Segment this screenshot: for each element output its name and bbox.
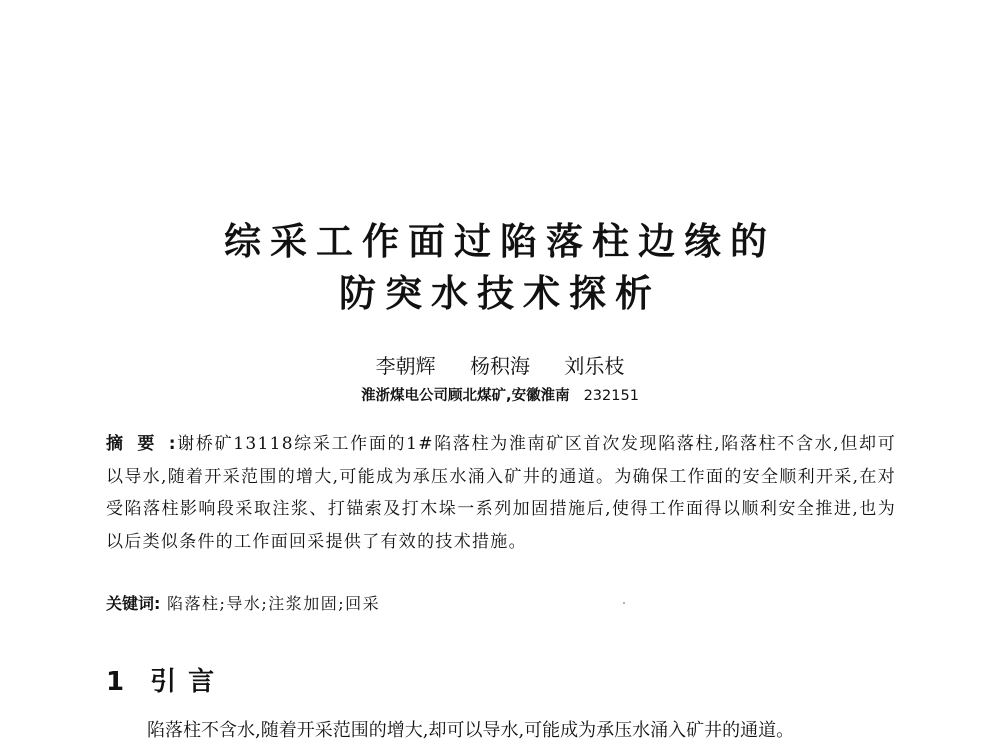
affiliation — [0, 389, 1000, 404]
section-number: 1 — [106, 667, 125, 697]
abstract-colon: : — [168, 434, 177, 454]
keywords-text: 陷落柱;导水;注浆加固;回采 — [167, 594, 381, 613]
paper-title-line-1: 综采工作面过陷落柱边缘的 — [224, 220, 776, 263]
section-title: 引言 — [150, 667, 227, 697]
paper-title-line-2: 防突水技术探析 — [339, 272, 661, 315]
abstract — [106, 428, 896, 558]
abstract-label: 摘要 — [106, 434, 169, 454]
abstract-text: 谢桥矿13118综采工作面的1#陷落柱为淮南矿区首次发现陷落柱,陷落柱不含水,但却可以导水,随着开采范围的增大,可能成为承压水涌入矿井的通道。为确保工作面的安全顺利开采,在对受陷落柱影响段采取注浆、打锚索及打木垛一系列加固措施后,使得工作面得以顺利安全推进,也为以后类似条件的工作面回采提供了有效的技术措施。 — [106, 434, 897, 552]
affiliation-org: 淮浙煤电公司顾北煤矿,安徽淮南 — [361, 388, 570, 404]
author-list — [0, 356, 1000, 376]
author-name: 刘乐枝 — [564, 354, 625, 378]
keywords — [106, 593, 896, 615]
keywords-label: 关键词: — [106, 594, 161, 613]
postal-code: 232151 — [583, 388, 639, 404]
author-name: 杨积海 — [470, 354, 530, 378]
body-paragraph: 陷落柱不含水,随着开采范围的增大,却可以导水,可能成为承压水涌入矿井的通道。 — [147, 720, 795, 741]
section-heading — [106, 669, 226, 695]
author-name: 李朝辉 — [375, 354, 436, 378]
